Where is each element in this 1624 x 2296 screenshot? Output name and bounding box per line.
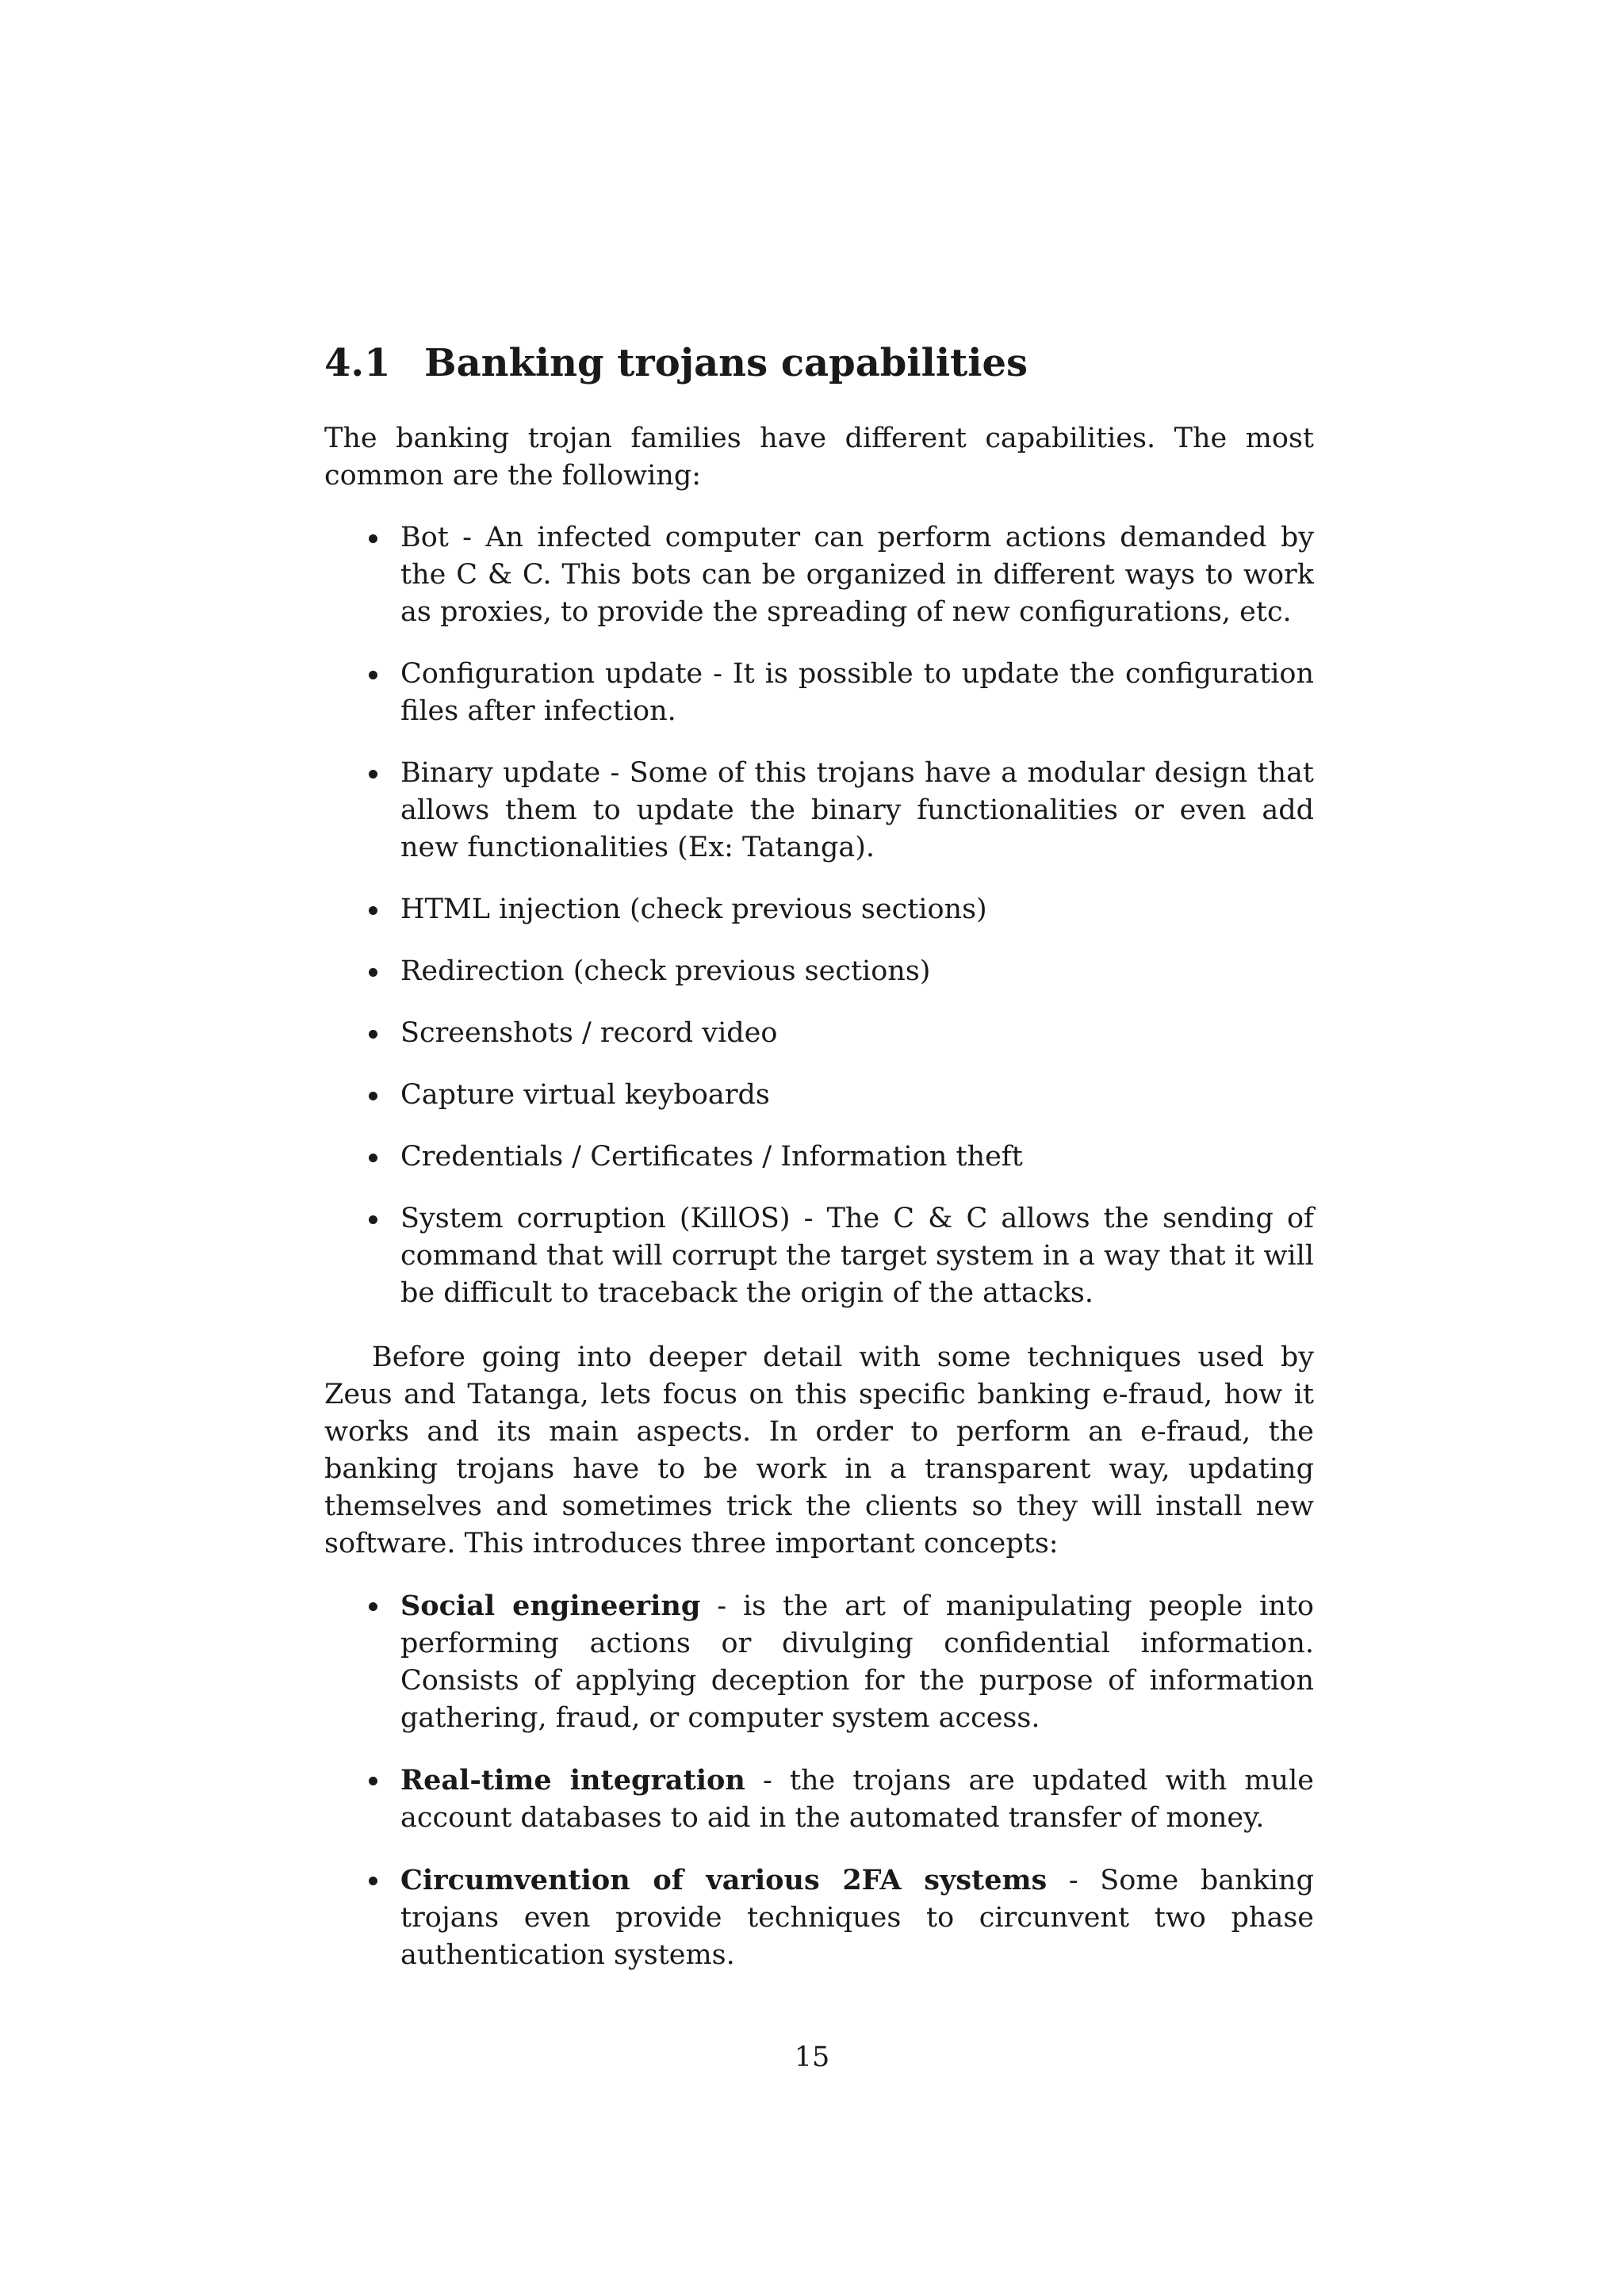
list-item bbox=[324, 1138, 1314, 1176]
list-item-text: Bot - An infected computer can perform actions demanded by the C & C. This bots can be organized in different ways to work as proxies, to provide the spreading of new configurations, etc. bbox=[400, 522, 1314, 628]
list-item-text: Capture virtual keyboards bbox=[400, 1079, 770, 1111]
bullet-icon bbox=[369, 1877, 377, 1885]
list-item-text: Credentials / Certificates / Information theft bbox=[400, 1141, 1023, 1173]
concept-description: - is the art of manipulating people into performing actions or divulging confidential information. Consists of applying deception for the purpose of information gathering, fraud, or computer system access. bbox=[400, 1590, 1315, 1734]
list-item bbox=[324, 1015, 1314, 1052]
list-item bbox=[324, 1200, 1314, 1312]
bullet-icon bbox=[369, 1030, 377, 1039]
concept-item bbox=[324, 1587, 1314, 1737]
concept-term: Social engineering bbox=[400, 1590, 701, 1622]
list-item bbox=[324, 755, 1314, 867]
list-item-text: Screenshots / record video bbox=[400, 1017, 778, 1049]
concept-description: - the trojans are updated with mule account databases to aid in the automated transfer of money. bbox=[400, 1765, 1314, 1834]
list-item bbox=[324, 891, 1314, 928]
bullet-icon bbox=[369, 1154, 377, 1162]
concept-term: Real-time integration bbox=[400, 1764, 745, 1797]
body-paragraph: Before going into deeper detail with some techniques used by Zeus and Tatanga, lets focus on this specific banking e-fraud, how it works and its main aspects. In order to perform an e-fraud, the banking trojans have to be work in a transparent way, updating themselves and sometimes trick the clients so they will install new software. This introduces three important concepts: bbox=[324, 1341, 1314, 1559]
list-item-text: Binary update - Some of this trojans have a modular design that allows them to update the binary functionalities or even add new functionalities (Ex: Tatanga). bbox=[400, 757, 1314, 863]
bullet-icon bbox=[369, 1215, 377, 1224]
concept-term: Circumvention of various 2FA systems bbox=[400, 1864, 1048, 1896]
page-number: 15 bbox=[794, 2042, 830, 2073]
concept-item bbox=[324, 1762, 1314, 1837]
intro-paragraph: The banking trojan families have different capabilities. The most common are the following: bbox=[324, 423, 1314, 492]
list-item bbox=[324, 1077, 1314, 1114]
list-item bbox=[324, 953, 1314, 990]
concept-description: - Some banking trojans even provide techniques to circunvent two phase authentication systems. bbox=[400, 1865, 1314, 1971]
capabilities-list bbox=[324, 519, 1314, 1312]
list-item-text: Redirection (check previous sections) bbox=[400, 955, 931, 987]
bullet-icon bbox=[369, 906, 377, 915]
section-number: 4.1 bbox=[324, 341, 391, 385]
concepts-list bbox=[324, 1587, 1314, 1974]
list-item-text: HTML injection (check previous sections) bbox=[400, 894, 987, 925]
page-body bbox=[324, 339, 1314, 1974]
bullet-icon bbox=[369, 770, 377, 779]
bullet-icon bbox=[369, 1777, 377, 1785]
bullet-icon bbox=[369, 968, 377, 977]
bullet-icon bbox=[369, 671, 377, 679]
list-item-text: System corruption (KillOS) - The C & C allows the sending of command that will corrupt the target system in a way that it will be difficult to traceback the origin of the attacks. bbox=[400, 1203, 1314, 1309]
list-item bbox=[324, 519, 1314, 631]
concept-item bbox=[324, 1862, 1314, 1974]
list-item bbox=[324, 656, 1314, 730]
section-heading bbox=[324, 339, 1314, 387]
section-title: Banking trojans capabilities bbox=[424, 341, 1028, 385]
list-item-text: Configuration update - It is possible to update the configuration files after infection. bbox=[400, 658, 1314, 727]
bullet-icon bbox=[369, 1092, 377, 1100]
bullet-icon bbox=[369, 1602, 377, 1611]
bullet-icon bbox=[369, 534, 377, 543]
